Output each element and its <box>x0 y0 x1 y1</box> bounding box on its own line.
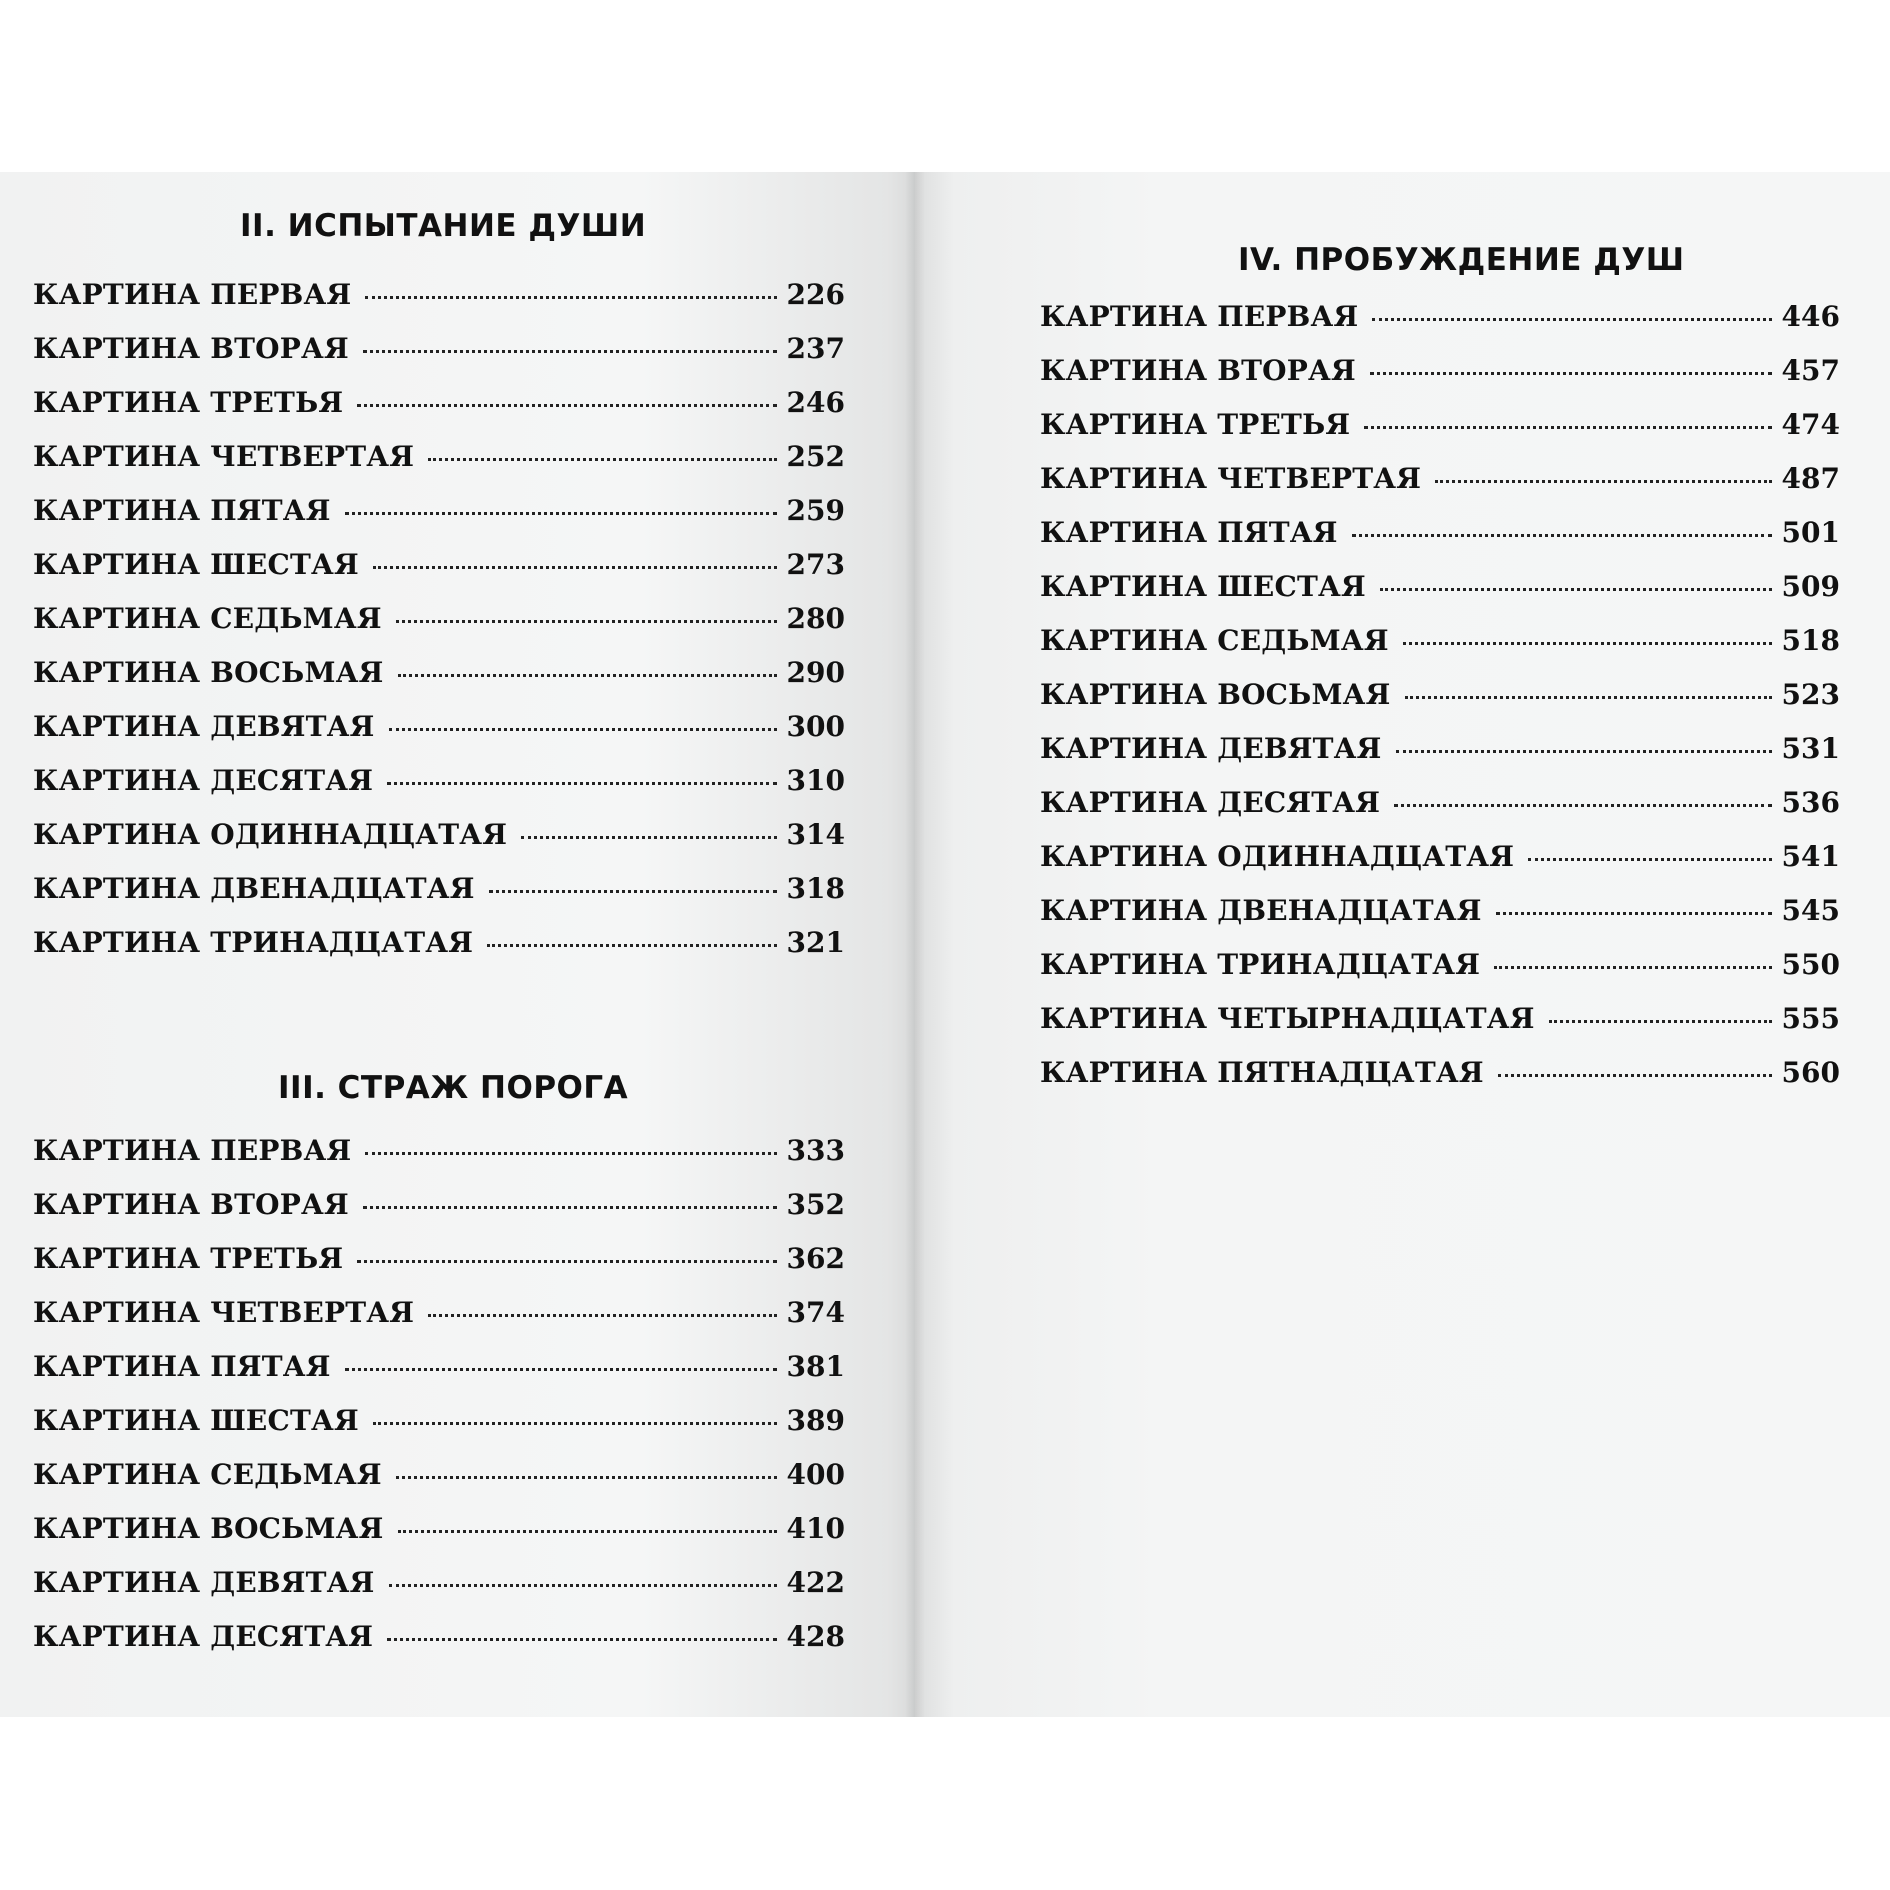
dot-leader <box>363 350 777 353</box>
toc-entry-page-number: 381 <box>786 1350 845 1383</box>
toc-entry <box>33 916 845 970</box>
toc-entry-title: КАРТИНА ШЕСТАЯ <box>33 1404 359 1437</box>
toc-entry-page-number: 310 <box>786 764 845 797</box>
toc-entry-title: КАРТИНА ВОСЬМАЯ <box>1040 678 1391 711</box>
toc-entry-page-number: 550 <box>1781 948 1840 981</box>
dot-leader <box>521 836 776 839</box>
toc-entry-title: КАРТИНА ПЕРВАЯ <box>33 1134 352 1167</box>
toc-entry <box>33 484 845 538</box>
toc-entry-page-number: 446 <box>1781 300 1840 333</box>
toc-entry-page-number: 280 <box>786 602 845 635</box>
toc-entry-page-number: 246 <box>786 386 845 419</box>
toc-entry-title: КАРТИНА ВТОРАЯ <box>1040 354 1356 387</box>
toc-entry-page-number: 422 <box>786 1566 845 1599</box>
toc-entry <box>1040 506 1840 560</box>
dot-leader <box>365 1152 776 1155</box>
toc-entry-page-number: 333 <box>786 1134 845 1167</box>
toc-entry-title: КАРТИНА СЕДЬМАЯ <box>33 1458 382 1491</box>
section-heading-iii: III. СТРАЖ ПОРОГА <box>278 1070 629 1106</box>
toc-list-section-iii <box>33 1124 845 1664</box>
toc-entry-title: КАРТИНА ТРЕТЬЯ <box>33 386 344 419</box>
toc-entry-page-number: 237 <box>786 332 845 365</box>
toc-entry-page-number: 226 <box>786 278 845 311</box>
toc-entry <box>33 322 845 376</box>
toc-entry-title: КАРТИНА ЧЕТВЕРТАЯ <box>33 440 415 473</box>
toc-entry <box>33 1178 845 1232</box>
toc-entry-page-number: 314 <box>786 818 845 851</box>
toc-entry-page-number: 362 <box>786 1242 845 1275</box>
book-gutter-shadow <box>905 172 925 1717</box>
toc-entry-title: КАРТИНА ТРИНАДЦАТАЯ <box>1040 948 1481 981</box>
toc-entry <box>33 646 845 700</box>
toc-entry-title: КАРТИНА ВОСЬМАЯ <box>33 656 384 689</box>
toc-entry <box>1040 830 1840 884</box>
toc-entry-title: КАРТИНА ДЕСЯТАЯ <box>33 1620 374 1653</box>
toc-entry <box>1040 614 1840 668</box>
toc-entry-page-number: 410 <box>786 1512 845 1545</box>
dot-leader <box>345 1368 777 1371</box>
dot-leader <box>1549 1020 1772 1023</box>
dot-leader <box>389 1584 777 1587</box>
toc-entry <box>1040 884 1840 938</box>
toc-entry <box>33 1232 845 1286</box>
toc-entry-title: КАРТИНА ПЯТАЯ <box>33 494 331 527</box>
left-page <box>0 172 915 1717</box>
toc-entry-title: КАРТИНА ШЕСТАЯ <box>1040 570 1366 603</box>
toc-entry <box>1040 398 1840 452</box>
toc-entry <box>33 1124 845 1178</box>
toc-entry-page-number: 501 <box>1781 516 1840 549</box>
dot-leader <box>1405 696 1772 699</box>
toc-entry-page-number: 352 <box>786 1188 845 1221</box>
dot-leader <box>398 1530 777 1533</box>
toc-entry-title: КАРТИНА ДЕСЯТАЯ <box>33 764 374 797</box>
toc-entry-title: КАРТИНА ПЕРВАЯ <box>33 278 352 311</box>
toc-entry <box>33 1394 845 1448</box>
toc-entry <box>1040 452 1840 506</box>
toc-entry-page-number: 259 <box>786 494 845 527</box>
dot-leader <box>1380 588 1772 591</box>
dot-leader <box>357 404 776 407</box>
toc-entry-page-number: 487 <box>1781 462 1840 495</box>
dot-leader <box>1496 912 1772 915</box>
toc-entry-page-number: 290 <box>786 656 845 689</box>
dot-leader <box>396 620 777 623</box>
toc-entry-page-number: 523 <box>1781 678 1840 711</box>
toc-entry <box>1040 722 1840 776</box>
toc-entry-page-number: 321 <box>786 926 845 959</box>
toc-entry-page-number: 374 <box>786 1296 845 1329</box>
toc-entry-page-number: 536 <box>1781 786 1840 819</box>
toc-entry <box>33 754 845 808</box>
dot-leader <box>1370 372 1772 375</box>
toc-entry-title: КАРТИНА ДЕСЯТАЯ <box>1040 786 1381 819</box>
toc-entry <box>1040 560 1840 614</box>
toc-entry <box>33 430 845 484</box>
toc-entry-page-number: 474 <box>1781 408 1840 441</box>
dot-leader <box>363 1206 777 1209</box>
toc-entry <box>33 538 845 592</box>
toc-entry-page-number: 300 <box>786 710 845 743</box>
toc-entry-title: КАРТИНА ЧЕТВЕРТАЯ <box>33 1296 415 1329</box>
toc-entry-title: КАРТИНА ДЕВЯТАЯ <box>33 1566 375 1599</box>
dot-leader <box>1403 642 1772 645</box>
toc-entry-page-number: 518 <box>1781 624 1840 657</box>
toc-entry <box>1040 1046 1840 1100</box>
toc-entry <box>33 700 845 754</box>
toc-entry <box>33 376 845 430</box>
toc-entry-title: КАРТИНА ПЯТНАДЦАТАЯ <box>1040 1056 1484 1089</box>
toc-entry-page-number: 531 <box>1781 732 1840 765</box>
toc-entry <box>1040 992 1840 1046</box>
toc-entry <box>33 1286 845 1340</box>
right-page <box>915 172 1890 1717</box>
dot-leader <box>428 1314 776 1317</box>
toc-list-section-iv <box>1040 290 1840 1100</box>
toc-entry-title: КАРТИНА СЕДЬМАЯ <box>1040 624 1389 657</box>
dot-leader <box>373 566 777 569</box>
dot-leader <box>1352 534 1772 537</box>
dot-leader <box>1364 426 1771 429</box>
dot-leader <box>396 1476 777 1479</box>
dot-leader <box>373 1422 777 1425</box>
toc-entry <box>33 1502 845 1556</box>
section-heading-iv: IV. ПРОБУЖДЕНИЕ ДУШ <box>1238 242 1685 278</box>
toc-entry <box>33 808 845 862</box>
toc-entry <box>33 268 845 322</box>
toc-entry-title: КАРТИНА ПЕРВАЯ <box>1040 300 1359 333</box>
toc-entry-page-number: 509 <box>1781 570 1840 603</box>
toc-entry <box>33 1340 845 1394</box>
toc-list-section-ii <box>33 268 845 970</box>
toc-entry <box>1040 938 1840 992</box>
toc-entry-page-number: 389 <box>786 1404 845 1437</box>
toc-entry-page-number: 318 <box>786 872 845 905</box>
toc-entry-page-number: 273 <box>786 548 845 581</box>
toc-entry-title: КАРТИНА ЧЕТВЕРТАЯ <box>1040 462 1422 495</box>
toc-entry <box>33 1610 845 1664</box>
toc-entry <box>1040 290 1840 344</box>
dot-leader <box>1372 318 1771 321</box>
book-spread <box>0 172 1890 1717</box>
toc-entry-page-number: 555 <box>1781 1002 1840 1035</box>
toc-entry-title: КАРТИНА ОДИННАДЦАТАЯ <box>1040 840 1515 873</box>
toc-entry-title: КАРТИНА СЕДЬМАЯ <box>33 602 382 635</box>
toc-entry-page-number: 560 <box>1781 1056 1840 1089</box>
toc-entry-title: КАРТИНА ШЕСТАЯ <box>33 548 359 581</box>
toc-entry-title: КАРТИНА ПЯТАЯ <box>1040 516 1338 549</box>
dot-leader <box>389 728 777 731</box>
dot-leader <box>345 512 777 515</box>
dot-leader <box>387 782 776 785</box>
toc-entry-page-number: 400 <box>786 1458 845 1491</box>
toc-entry-title: КАРТИНА ЧЕТЫРНАДЦАТАЯ <box>1040 1002 1535 1035</box>
toc-entry-page-number: 457 <box>1781 354 1840 387</box>
toc-entry-page-number: 541 <box>1781 840 1840 873</box>
dot-leader <box>428 458 776 461</box>
toc-entry <box>33 1556 845 1610</box>
dot-leader <box>1396 750 1772 753</box>
toc-entry-title: КАРТИНА ДЕВЯТАЯ <box>1040 732 1382 765</box>
toc-entry-title: КАРТИНА ДВЕНАДЦАТАЯ <box>33 872 475 905</box>
toc-entry <box>33 862 845 916</box>
toc-entry-title: КАРТИНА ТРЕТЬЯ <box>33 1242 344 1275</box>
toc-entry-title: КАРТИНА ДЕВЯТАЯ <box>33 710 375 743</box>
toc-entry-page-number: 545 <box>1781 894 1840 927</box>
toc-entry-title: КАРТИНА ТРИНАДЦАТАЯ <box>33 926 474 959</box>
dot-leader <box>398 674 777 677</box>
dot-leader <box>387 1638 776 1641</box>
toc-entry-title: КАРТИНА ВОСЬМАЯ <box>33 1512 384 1545</box>
dot-leader <box>1435 480 1771 483</box>
toc-entry-title: КАРТИНА ПЯТАЯ <box>33 1350 331 1383</box>
dot-leader <box>357 1260 776 1263</box>
toc-entry-title: КАРТИНА ВТОРАЯ <box>33 1188 349 1221</box>
toc-entry <box>33 592 845 646</box>
dot-leader <box>365 296 776 299</box>
toc-entry-page-number: 428 <box>786 1620 845 1653</box>
section-heading-ii: II. ИСПЫТАНИЕ ДУШИ <box>240 208 647 244</box>
toc-entry-title: КАРТИНА ВТОРАЯ <box>33 332 349 365</box>
toc-entry-title: КАРТИНА ОДИННАДЦАТАЯ <box>33 818 508 851</box>
toc-entry-title: КАРТИНА ДВЕНАДЦАТАЯ <box>1040 894 1482 927</box>
dot-leader <box>1394 804 1771 807</box>
dot-leader <box>1498 1074 1772 1077</box>
toc-entry-page-number: 252 <box>786 440 845 473</box>
toc-entry <box>33 1448 845 1502</box>
dot-leader <box>489 890 777 893</box>
dot-leader <box>1494 966 1771 969</box>
toc-entry <box>1040 668 1840 722</box>
toc-entry <box>1040 776 1840 830</box>
toc-entry <box>1040 344 1840 398</box>
dot-leader <box>1528 858 1771 861</box>
toc-entry-title: КАРТИНА ТРЕТЬЯ <box>1040 408 1351 441</box>
dot-leader <box>487 944 776 947</box>
